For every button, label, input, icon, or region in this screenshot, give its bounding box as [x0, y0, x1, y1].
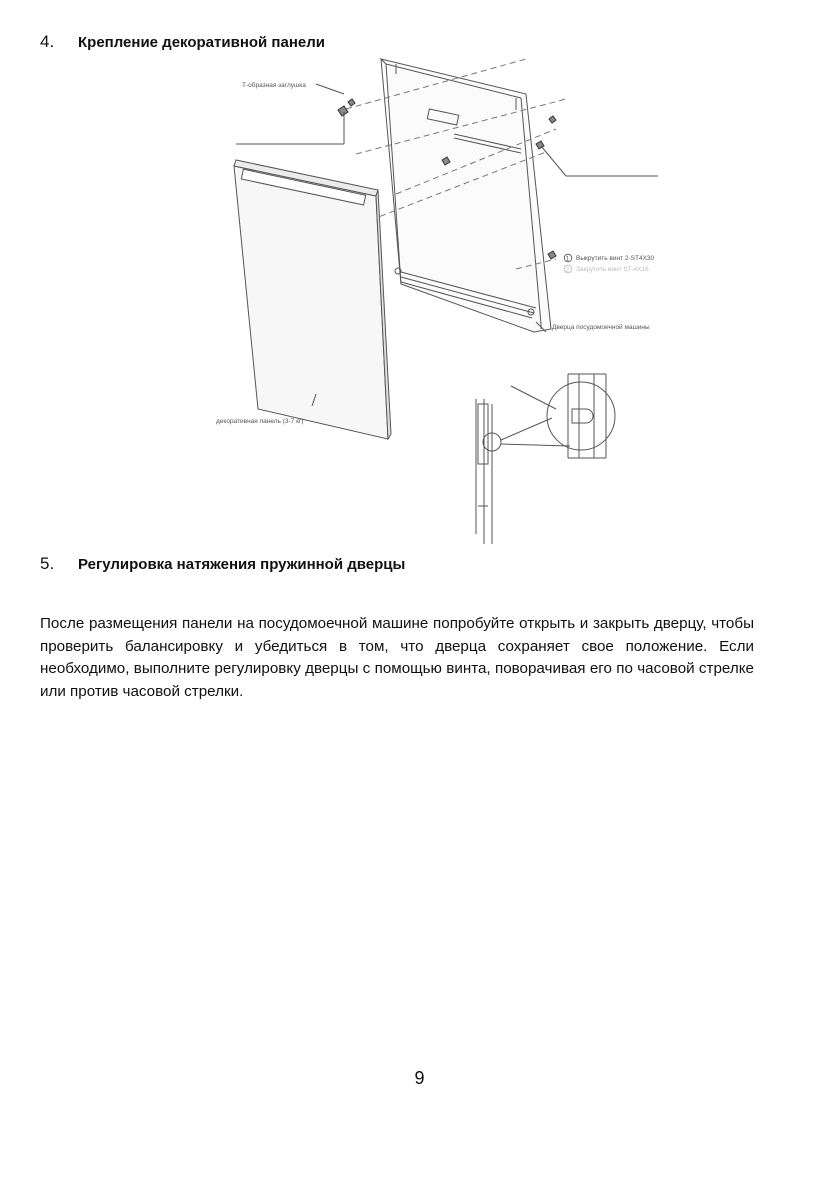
door-label: Дверца посудомоечной машины — [552, 324, 650, 331]
panel-mounting-diagram — [196, 54, 672, 554]
step-2-marker: 2 — [565, 267, 570, 274]
step-1-marker: 1 — [565, 256, 570, 263]
section-4-title: Крепление декоративной панели — [78, 34, 325, 51]
page-number: 9 — [414, 1068, 425, 1088]
screw-in-label: Закрутить винт ST-4X16 — [576, 266, 649, 273]
section-5-title: Регулировка натяжения пружинной дверцы — [78, 556, 406, 573]
section-4-heading — [40, 32, 325, 52]
t-plug-label: Т-образная заглушка — [242, 82, 306, 89]
unscrew-label: Выкрутить винт 2-ST4X30 — [576, 255, 655, 262]
dishwasher-door — [381, 59, 551, 332]
section-5-heading — [40, 554, 405, 574]
section-5-number: 5. — [40, 554, 55, 573]
panel-label: декоративная панель (3-7 кг) — [216, 418, 304, 425]
decorative-panel — [234, 160, 391, 439]
section-5-body: После размещения панели на посудомоечной машине попробуйте открыть и закрыть дверцу, чтобы проверить балансировку и убедиться в том, что дверца сохраняет свое положение. Если необходимо, выполните регулировку дверцы с помощью винта, поворачивая его по часовой стрелке или против часовой стрелки. — [40, 615, 754, 700]
section-4-number: 4. — [40, 32, 55, 51]
hinge-detail-view — [476, 374, 615, 544]
